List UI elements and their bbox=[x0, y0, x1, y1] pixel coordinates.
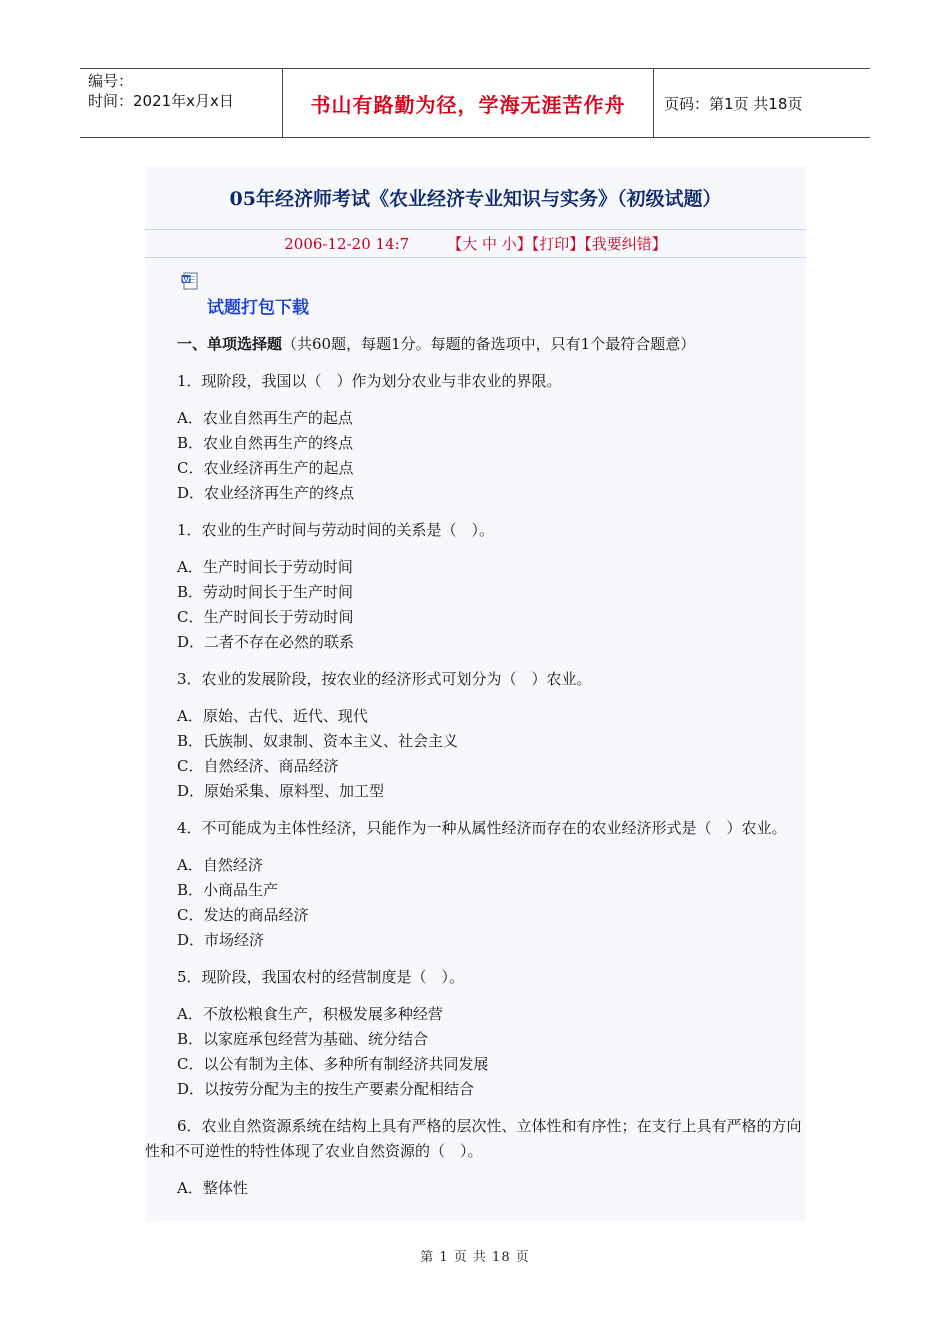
option-item: A．整体性 bbox=[177, 1179, 248, 1197]
option-item: B．以家庭承包经营为基础、统分结合 bbox=[177, 1030, 429, 1048]
option-item: D．二者不存在必然的联系 bbox=[177, 633, 355, 651]
section-note: （共60题，每题1分。每题的备选项中，只有1个最符合题意） bbox=[282, 335, 696, 353]
svg-text:W: W bbox=[182, 275, 190, 284]
question-text: 5．现阶段，我国农村的经营制度是（ ）。 bbox=[177, 968, 465, 986]
time-label: 时间：2021年x月x日 bbox=[88, 92, 234, 110]
section-heading: 一、单项选择题 bbox=[177, 335, 283, 353]
option-item: A．农业自然再生产的起点 bbox=[177, 409, 353, 427]
word-document-icon[interactable] bbox=[181, 272, 199, 290]
option-list bbox=[145, 555, 806, 655]
option-item: C．发达的商品经济 bbox=[177, 906, 309, 924]
header-table bbox=[80, 68, 870, 138]
title-divider bbox=[145, 229, 806, 230]
date-line bbox=[145, 233, 806, 255]
option-item: C．自然经济、商品经济 bbox=[177, 757, 339, 775]
option-item: A．自然经济 bbox=[177, 856, 263, 874]
option-list bbox=[145, 1176, 806, 1201]
question-text: 1．农业的生产时间与劳动时间的关系是（ ）。 bbox=[177, 521, 495, 539]
option-item: D．农业经济再生产的终点 bbox=[177, 484, 355, 502]
article-panel bbox=[145, 166, 806, 1221]
header-motto: 书山有路勤为径，学海无涯苦作舟 bbox=[282, 69, 654, 137]
option-list bbox=[145, 853, 806, 953]
question-text: 3．农业的发展阶段，按农业的经济形式可划分为（ ）农业。 bbox=[177, 670, 592, 688]
date-divider bbox=[145, 257, 806, 258]
option-list bbox=[145, 406, 806, 506]
option-item: C．生产时间长于劳动时间 bbox=[177, 608, 354, 626]
header-page-info: 页码：第1页 共18页 bbox=[664, 94, 803, 113]
option-list bbox=[145, 704, 806, 804]
section-heading-line bbox=[145, 332, 806, 357]
article-title: 05年经济师考试《农业经济专业知识与实务》（初级试题） bbox=[229, 187, 722, 210]
question-text: 1．现阶段，我国以（ ）作为划分农业与非农业的界限。 bbox=[177, 372, 562, 390]
option-list bbox=[145, 1002, 806, 1102]
option-item: B．小商品生产 bbox=[177, 881, 279, 899]
option-item: D．以按劳分配为主的按生产要素分配相结合 bbox=[177, 1080, 475, 1098]
option-item: B．农业自然再生产的终点 bbox=[177, 434, 354, 452]
article-date: 2006-12-20 14:7 bbox=[284, 235, 410, 253]
option-item: A．不放松粮食生产，积极发展多种经营 bbox=[177, 1005, 443, 1023]
option-item: D．原始采集、原料型、加工型 bbox=[177, 782, 385, 800]
option-item: B．劳动时间长于生产时间 bbox=[177, 583, 354, 601]
option-item: A．原始、古代、近代、现代 bbox=[177, 707, 368, 725]
option-item: C．以公有制为主体、多种所有制经济共同发展 bbox=[177, 1055, 489, 1073]
page-footer: 第 1 页 共 18 页 bbox=[420, 1250, 530, 1265]
question-content bbox=[145, 332, 806, 1213]
header-meta bbox=[80, 69, 282, 137]
question-text: 6．农业自然资源系统在结构上具有严格的层次性、立体性和有序性；在支行上具有严格的方向性和不可逆性的特性体现了农业自然资源的（ ）。 bbox=[145, 1117, 802, 1160]
option-item: D．市场经济 bbox=[177, 931, 265, 949]
option-item: B．氏族制、奴隶制、资本主义、社会主义 bbox=[177, 732, 459, 750]
download-link[interactable]: 试题打包下载 bbox=[207, 298, 309, 318]
option-item: A．生产时间长于劳动时间 bbox=[177, 558, 353, 576]
code-label: 编号： bbox=[88, 72, 134, 90]
option-item: C．农业经济再生产的起点 bbox=[177, 459, 354, 477]
article-tools[interactable]: 【大 中 小】【打印】【我要纠错】 bbox=[447, 235, 667, 253]
question-text: 4．不可能成为主体性经济，只能作为一种从属性经济而存在的农业经济形式是（ ）农业。 bbox=[177, 819, 787, 837]
